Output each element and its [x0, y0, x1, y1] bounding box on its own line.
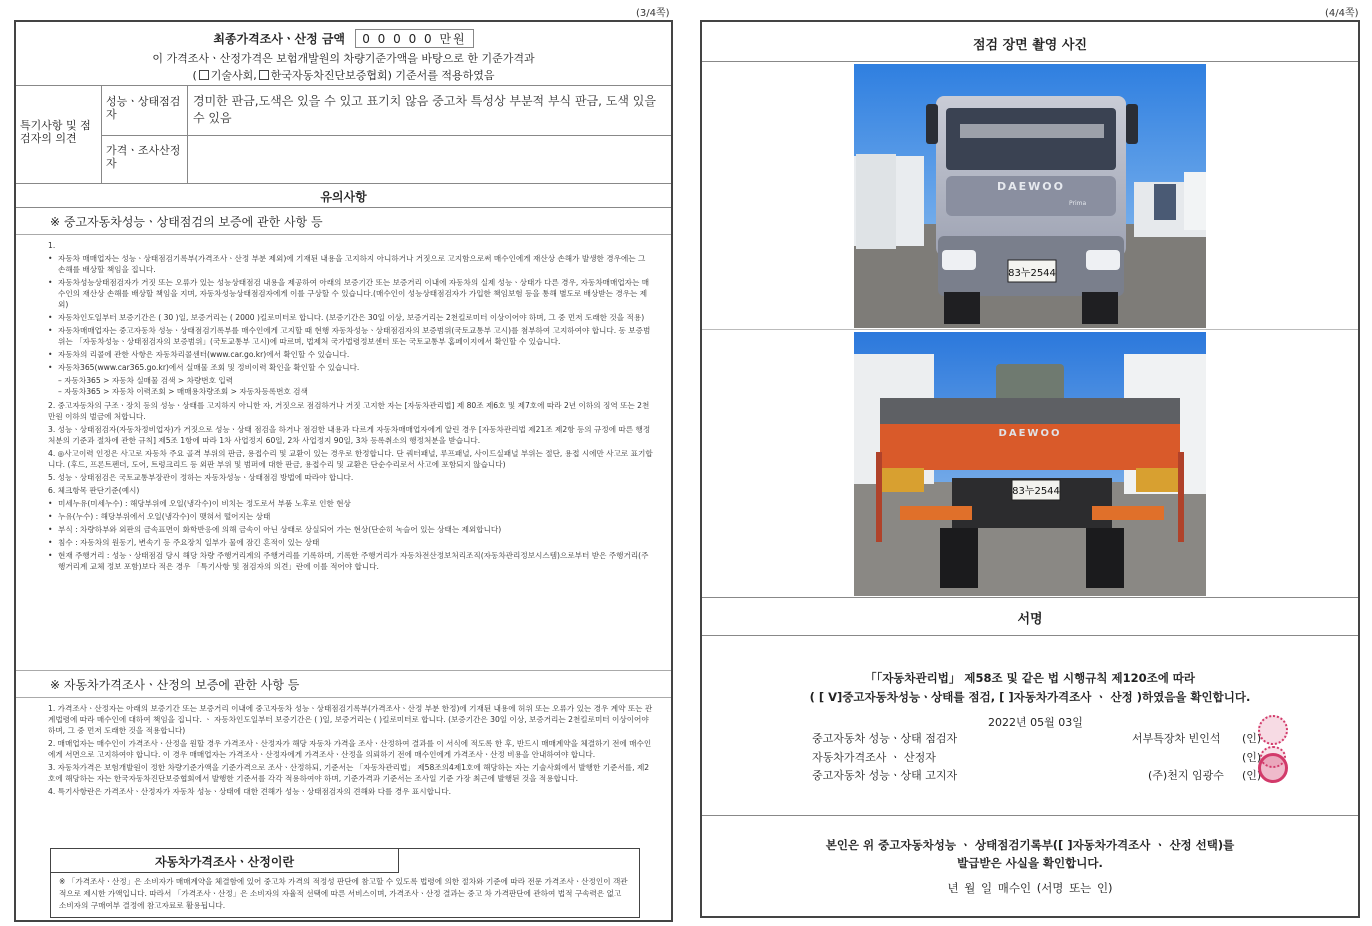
page-number-right: (4/4쪽)	[1325, 8, 1359, 19]
special-notes-table	[16, 86, 671, 184]
list-item: • 자동차 매매업자는 성능ㆍ상태점검기록부(가격조사ㆍ산정 부분 제외)에 기재된 내용을 고지하지 아니하거나 거짓으로 고지함으로써 매수인에게 재산상 손해가 발생한 경우에는 그 손해를 배상할 책임을 집니다.	[48, 253, 655, 275]
notifier-sign-name: (주)천지 임광수	[1148, 769, 1224, 782]
list-item: • 자동차인도일부터 보증기간은 ( 30 )일, 보증거리는 ( 2000 )킬로미터로 합니다. (보증기간은 30일 이상, 보증거리는 2천킬로미터 이상이어야 하며, 그 중 먼저 도래한 것을 적용)	[48, 312, 655, 323]
inspector-sign-label: 중고자동차 성능ㆍ상태 점검자	[812, 732, 958, 745]
list-item: • 자동차매매업자는 중고자동차 성능ㆍ상태점검기록부를 매수인에게 고지할 때 현행 자동차성능ㆍ상태점검자의 보증범위(국토교통부 고시)를 첨부하여 고지하여야 합니다. 동 보증범위는 「자동차성능ㆍ상태점검자의 보증범위」(국토교통부 고시)에 따르며, 법제처 국가법령정보센터 또는 국토교통부 홈페이지에서 확인할 수 있습니다.	[48, 325, 655, 347]
list-item: 1.	[48, 241, 56, 250]
inspector-opinion: 경미한 판금,도색은 있을 수 있고 표기치 않음 중고차 특성상 부분적 부식 판금, 도색 있을 수 있음	[188, 86, 671, 136]
truck-front-model: Prima	[1069, 200, 1087, 207]
notifier-seal-stamp	[1258, 753, 1288, 783]
truck-rear-plate: 83누2544	[1012, 486, 1060, 497]
list-subitem: – 자동차365 > 자동차 실매물 검색 > 차량번호 입력	[58, 376, 234, 385]
definition-text: ※ 「가격조사ㆍ산정」은 소비자가 매매계약을 체결함에 있어 중고차 가격의 적정성 판단에 참고할 수 있도록 법령에 의한 절차와 기준에 따라 전문 가격조사ㆍ산정인이 객관적으로 제시한 가액입니다. 따라서 「가격조사ㆍ산정」은 소비자의 자율적 선택에 따른 서비스이며, 가격조사ㆍ산정 결과는 중고 차 가격판단에 관하여 법적 구속력은 없고 소비자의 구매여부 결정에 참고자료로 활용됩니다.	[59, 877, 628, 910]
inspection-warranty-body	[16, 235, 671, 671]
inspector-seal-stamp	[1258, 715, 1288, 745]
list-item: • 자동차성능상태점검자가 거짓 또는 오류가 있는 성능상태점검 내용을 제공하여 아래의 보증기간 또는 보증거리 이내에 자동차의 실제 성능ㆍ상태가 다른 경우, 자동차매매업자는 매수인의 재산상 손해를 배상할 책임을 지며, 자동차성능상태점검자에게 이를 구상할 수 있습니다.(매수인이 성능상태점검자가 가입한 책임보험 등을 통해 별도로 배상받는 경우는 제외)	[48, 277, 655, 310]
notifier-sign-label: 중고자동차 성능ㆍ상태 고지자	[812, 769, 958, 782]
signature-separator	[702, 815, 1358, 816]
list-item: 4. ◎사고이력 인정은 사고로 자동차 주요 골격 부위의 판금, 용접수리 및 교환이 있는 경우로 한정합니다. 단 쿼터패널, 루프패널, 사이드실패널 부위는 절단, 용접 시에만 사고로 표기합니다. (후드, 프론트펜더, 도어, 트렁크리드 등 외판 부위 및 범퍼에 대한 판금, 용접수리 및 교환은 단순수리로서 사고에 포함되지 않습니다)	[48, 449, 653, 469]
price-warranty-heading: ※ 자동차가격조사ㆍ산정의 보증에 관한 사항 등	[16, 671, 671, 698]
truck-front-brand: DAEWOO	[997, 180, 1065, 193]
photo-separator	[702, 329, 1358, 330]
signature-date: 2022년 05월 03일	[988, 716, 1083, 729]
notifier-seal-mark: (인)	[1242, 769, 1262, 782]
list-item: 2. 매매업자는 매수인이 가격조사ㆍ산정을 원할 경우 가격조사ㆍ산정자가 해당 자동차 가격을 조사ㆍ산정하여 결과를 이 서식에 적도록 한 후, 반드시 매매계약을 체결하기 전에 매수인에게 서면으로 고지하여야 합니다. 이 경우 매매업자는 가격조사ㆍ산정자에게 가격조사ㆍ산정을 의뢰하기 전에 매수인에게 가격조사ㆍ산정 비용을 안내하여야 합니다.	[48, 739, 652, 759]
declaration-line-2: ( [ V]중고자동차성능ㆍ상태를 점검, [ ]자동차가격조사 ㆍ 산정 )하였음을 확인합니다.	[809, 690, 1251, 704]
list-item: 5. 성능ㆍ상태점검은 국토교통부장관이 정하는 자동차성능ㆍ상태점검 방법에 따라야 합니다.	[48, 473, 354, 482]
final-price-title: 최종가격조사ㆍ산정 금액	[213, 32, 346, 46]
declaration-line-1: 「「자동차관리법」 제58조 및 같은 법 시행규칙 제120조에 따라	[864, 671, 1196, 685]
list-subitem: – 자동차365 > 자동차 이력조회 > 매매용차량조회 > 자동차등록번호 검색	[58, 387, 308, 396]
truck-front-plate: 83누2544	[1008, 268, 1056, 279]
buyer-confirmation-line-1: 본인은 위 중고자동차성능 ㆍ 상태점검기록부([ ]자동차가격조사 ㆍ 산정 선택)를	[825, 838, 1235, 852]
inspector-seal-mark: (인)	[1242, 732, 1262, 745]
buyer-confirmation-line-2: 발급받은 사실을 확인합니다.	[957, 856, 1103, 870]
appraiser-opinion	[188, 136, 671, 184]
truck-rear-brand: DAEWOO	[998, 428, 1062, 439]
list-item: 1. 가격조사ㆍ산정자는 아래의 보증기간 또는 보증거리 이내에 중고자동차 성능ㆍ상태점검기록부(가격조사ㆍ산정 부분 한정)에 기재된 내용에 허위 또는 오류가 있는 경우 계약 또는 관계법령에 따라 매수인에 대하여 책임을 집니다. ㆍ 자동차인도일부터 보증기간은 ( )일, 보증거리는 ( )킬로미터로 합니다. (보증기간은 30일 이상, 보증거리는 2천킬로미터 이상이어야 하며, 그 중 먼저 도래한 것을 적용합니다)	[48, 704, 653, 735]
definition-title: 자동차가격조사ㆍ산정이란	[51, 849, 399, 873]
special-notes-label: 특기사항 및 점검자의 의견	[16, 86, 102, 184]
truck-rear-photo	[854, 332, 1206, 596]
list-item: 4. 특기사항란은 가격조사ㆍ산정자가 자동차 성능ㆍ상태에 대한 견해가 성능ㆍ상태점검자의 견해와 다를 경우 표시합니다.	[48, 787, 451, 796]
list-item: 3. 성능ㆍ상태점검자(자동차정비업자)가 거짓으로 성능ㆍ상태 점검을 하거나 점검한 내용과 다르게 자동차매매업자에게 알린 경우 [자동차관리법 제21조 제2항 등의 규정에 따른 행정처분의 기준과 절차에 관한 규칙] 제5조 1항에 따라 1차 사업정지 60일, 2차 사업정지 90일, 3차 등록취소의 행정처분을 받습니다.	[48, 425, 651, 445]
list-item: • 현재 주행거리 : 성능ㆍ상태점검 당시 해당 차량 주행거리계의 주행거리를 기록하며, 기록한 주행거리가 자동차전산정보처리조직(자동차관리정보시스템)으로부터 받은 주행거리(주행거리계 교체 정보 포함)보다 적은 경우 「특기사항 및 점검자의 의견」란에 이를 적어야 합니다.	[48, 550, 655, 572]
checkbox-diagnosis-association[interactable]	[259, 70, 269, 80]
photos-title: 점검 장면 촬영 사진	[702, 22, 1358, 62]
record-page-4	[700, 20, 1360, 918]
appraiser-sign-label: 자동차가격조사 ㆍ 산정자	[812, 751, 936, 764]
list-item: 3. 자동차가격은 보험개발원이 정한 차량기준가액을 기준가격으로 조사ㆍ산정하되, 기준서는 「자동차관리법」 제58조의4제1호에 해당하는 자는 기술사회에서 발행한 기준서를, 제2호에 해당하는 자는 한국자동차진단보증협회에서 발행한 기준서를 각각 적용하여야 하며, 기준가격과 기준서는 조사일 기준 가장 최근에 발행된 것을 적용합니다.	[48, 763, 650, 783]
list-item: 6. 체크항목 판단기준(예시)	[48, 486, 140, 495]
truck-front-photo	[854, 64, 1206, 328]
list-item: • 자동차의 리콜에 관한 사항은 자동차리콜센터(www.car.go.kr)에서 확인할 수 있습니다.	[48, 349, 655, 360]
appraiser-seal-mark: (인)	[1242, 751, 1262, 764]
inspector-label: 성능ㆍ상태점검자	[102, 86, 188, 136]
list-item: • 누유(누수) : 해당부위에서 오일(냉각수)이 맺혀서 떨어지는 상태	[48, 511, 655, 522]
standard-selection: ( 기술사회, 한국자동차진단보증협회) 기준서를 적용하였음	[192, 69, 495, 82]
price-warranty-body	[16, 698, 671, 842]
checkbox-engineer-society[interactable]	[199, 70, 209, 80]
notice-title: 유의사항	[16, 184, 671, 208]
list-item: • 자동차365(www.car365.go.kr)에서 실매물 조회 및 정비이력 확인을 확인할 수 있습니다.	[48, 362, 655, 373]
signature-title: 서명	[702, 598, 1358, 636]
final-price-header	[16, 22, 671, 86]
buyer-signature-line[interactable]: 년 월 일 매수인 (서명 또는 인)	[947, 881, 1113, 895]
appraiser-label: 가격ㆍ조사산정자	[102, 136, 188, 184]
record-page-3	[14, 20, 673, 922]
price-appraisal-definition	[50, 848, 640, 918]
inspection-warranty-heading: ※ 중고자동차성능ㆍ상태점검의 보증에 관한 사항 등	[16, 208, 671, 235]
inspector-sign-name: 서부특장차 빈인석	[1132, 732, 1221, 745]
list-item: • 부식 : 차량하부와 외판의 금속표면이 화학반응에 의해 금속이 아닌 상태로 상실되어 가는 현상(단순히 녹슬어 있는 상태는 제외합니다)	[48, 524, 655, 535]
price-basis-text: 이 가격조사ㆍ산정가격은 보험개발원의 차량기준가액을 바탕으로 한 기준가격과	[152, 52, 535, 65]
final-price-amount: 0 0 0 0 0 만원	[355, 29, 473, 48]
list-item: • 침수 : 자동차의 원동기, 변속기 등 주요장치 일부가 물에 잠긴 흔적이 있는 상태	[48, 537, 655, 548]
list-item: • 미세누유(미세누수) : 해당부위에 오일(냉각수)이 비치는 정도로서 부품 노후로 인한 현상	[48, 498, 655, 509]
list-item: 2. 중고자동차의 구조ㆍ장치 등의 성능ㆍ상태를 고지하지 아니한 자, 거짓으로 점검하거나 거짓 고지한 자는 [자동차관리법] 제 80조 제6호 및 제7호에 따라 2년 이하의 징역 또는 2천만원 이하의 벌금에 처합니다.	[48, 401, 650, 421]
page-number-left: (3/4쪽)	[636, 8, 670, 19]
